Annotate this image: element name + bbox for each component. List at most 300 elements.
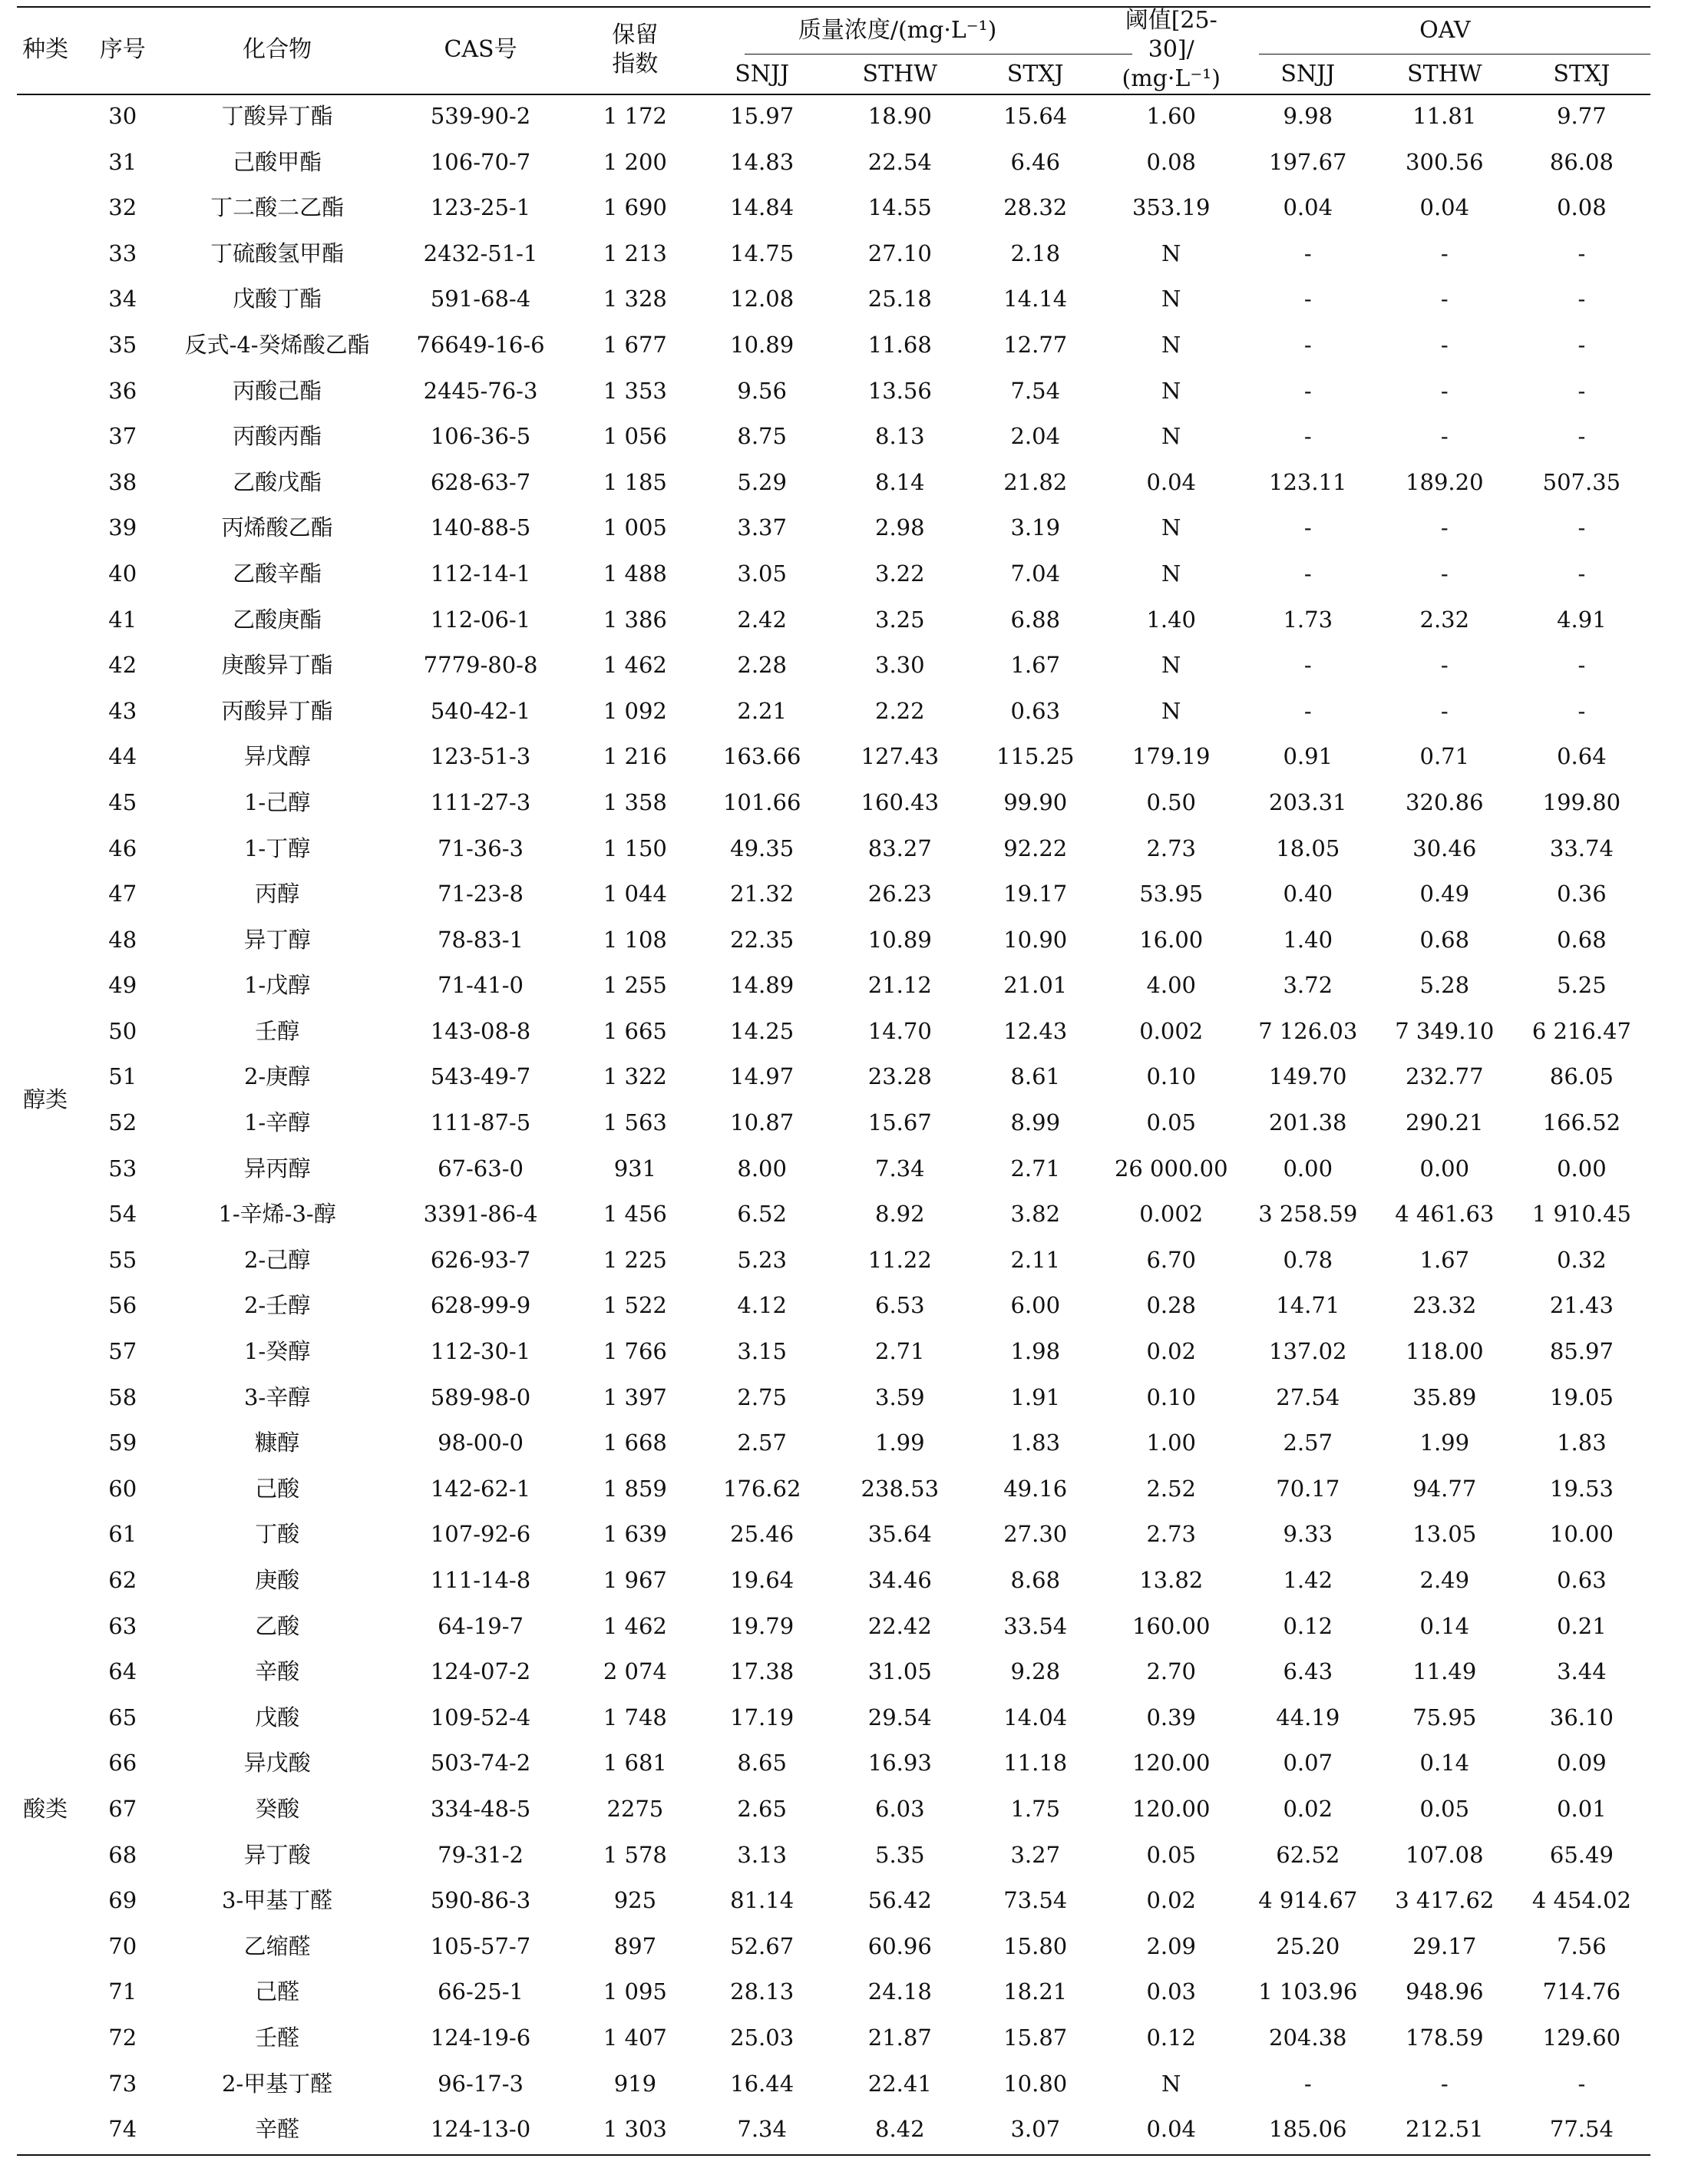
cell-conc-snjj: 163.66 (722, 743, 801, 770)
cell-compound: 2-己醇 (243, 1246, 311, 1273)
cell-conc-stxj: 99.90 (1003, 788, 1068, 815)
cell-index: 53 (108, 1155, 137, 1182)
cell-oav-sthw: 0.05 (1419, 1795, 1470, 1822)
cell-cas: 107-92-6 (430, 1521, 531, 1548)
cell-oav-snjj: 0.91 (1283, 743, 1333, 770)
cell-conc-sthw: 3.30 (875, 652, 925, 679)
cell-compound: 1-癸醇 (243, 1338, 311, 1365)
cell-oav-sthw: 1.67 (1419, 1246, 1470, 1273)
table-row (17, 1512, 1650, 1558)
cell-oav-sthw: 2.49 (1419, 1567, 1470, 1593)
cell-oav-snjj: - (1303, 2070, 1312, 2097)
cell-oav-snjj: 1.40 (1283, 926, 1333, 953)
cell-conc-snjj: 2.57 (737, 1430, 787, 1456)
cell-compound: 丙酸异丁酯 (221, 697, 333, 724)
cell-compound: 乙酸辛酯 (233, 560, 322, 587)
table-row (17, 551, 1650, 597)
cell-conc-snjj: 3.37 (737, 514, 787, 541)
cell-retention-index: 1 563 (603, 1109, 667, 1136)
cell-conc-sthw: 3.25 (875, 606, 925, 633)
header-category: 种类 (22, 36, 69, 63)
cell-compound: 2-甲基丁醛 (221, 2070, 333, 2097)
cell-cas: 590-86-3 (430, 1887, 531, 1914)
cell-oav-sthw: 30.46 (1412, 835, 1477, 861)
cell-compound: 乙酸 (255, 1612, 300, 1639)
cell-threshold: 0.10 (1146, 1383, 1197, 1410)
cell-oav-sthw: - (1440, 514, 1449, 541)
cell-conc-snjj: 5.29 (737, 468, 787, 495)
cell-compound: 壬醇 (255, 1017, 300, 1044)
cell-conc-snjj: 8.65 (737, 1750, 787, 1777)
cell-conc-sthw: 22.41 (867, 2070, 932, 2097)
cell-conc-snjj: 17.19 (730, 1704, 795, 1730)
cell-compound: 1-丁醇 (243, 835, 311, 861)
cell-conc-sthw: 29.54 (867, 1704, 932, 1730)
cell-index: 55 (108, 1246, 137, 1273)
cell-index: 35 (108, 331, 137, 358)
cell-cas: 626-93-7 (430, 1246, 531, 1273)
cell-oav-sthw: 2.32 (1419, 606, 1470, 633)
cell-oav-snjj: 1.42 (1283, 1567, 1333, 1593)
cell-retention-index: 897 (613, 1932, 657, 1959)
cell-compound: 2-壬醇 (243, 1292, 311, 1319)
cell-oav-stxj: 36.10 (1549, 1704, 1614, 1730)
cell-compound: 丙酸己酯 (233, 377, 322, 404)
cell-index: 61 (108, 1521, 137, 1548)
cell-oav-snjj: - (1303, 697, 1312, 724)
cell-oav-sthw: 4 461.63 (1395, 1201, 1495, 1228)
cell-conc-stxj: 9.28 (1010, 1658, 1061, 1685)
cell-oav-sthw: - (1440, 423, 1449, 450)
cell-conc-sthw: 6.03 (875, 1795, 925, 1822)
table-row (17, 460, 1650, 506)
cell-conc-snjj: 8.75 (737, 423, 787, 450)
header-sub-oav-snjj: SNJJ (1280, 61, 1336, 88)
cell-oav-sthw: 3 417.62 (1395, 1887, 1495, 1914)
cell-conc-sthw: 11.22 (867, 1246, 932, 1273)
cell-oav-stxj: - (1578, 286, 1586, 312)
cell-cas: 67-63-0 (438, 1155, 524, 1182)
cell-conc-snjj: 16.44 (730, 2070, 795, 2097)
cell-oav-snjj: 14.71 (1276, 1292, 1340, 1319)
cell-oav-stxj: 0.63 (1557, 1567, 1607, 1593)
cell-conc-sthw: 7.34 (875, 1155, 925, 1182)
cell-conc-stxj: 21.01 (1003, 972, 1068, 999)
cell-conc-sthw: 10.89 (867, 926, 932, 953)
cell-index: 64 (108, 1658, 137, 1685)
cell-retention-index: 1 216 (603, 743, 667, 770)
table-row (17, 2061, 1650, 2107)
cell-conc-stxj: 12.77 (1003, 331, 1068, 358)
cell-threshold: 0.28 (1146, 1292, 1197, 1319)
cell-threshold: 53.95 (1139, 881, 1204, 907)
cell-conc-sthw: 22.54 (867, 148, 932, 175)
cell-retention-index: 1 095 (603, 1978, 667, 2005)
cell-conc-sthw: 3.22 (875, 560, 925, 587)
cell-index: 56 (108, 1292, 137, 1319)
cell-conc-stxj: 14.04 (1003, 1704, 1068, 1730)
cell-oav-sthw: 178.59 (1406, 2024, 1484, 2051)
cell-conc-sthw: 2.71 (875, 1338, 925, 1365)
cell-conc-snjj: 28.13 (730, 1978, 795, 2005)
table-row (17, 1878, 1650, 1924)
cell-threshold: 179.19 (1132, 743, 1211, 770)
cell-conc-snjj: 14.84 (730, 194, 795, 221)
cell-conc-sthw: 160.43 (861, 788, 940, 815)
cell-threshold: 2.52 (1146, 1475, 1197, 1502)
cell-oav-sthw: 11.81 (1412, 103, 1477, 129)
cell-conc-stxj: 8.61 (1010, 1063, 1061, 1090)
cell-threshold: 0.39 (1146, 1704, 1197, 1730)
cell-oav-snjj: 0.07 (1283, 1750, 1333, 1777)
cell-oav-stxj: 33.74 (1549, 835, 1614, 861)
cell-oav-sthw: 0.49 (1419, 881, 1470, 907)
cell-oav-sthw: 1.99 (1419, 1430, 1470, 1456)
cell-oav-stxj: 129.60 (1542, 2024, 1621, 2051)
cell-index: 50 (108, 1017, 137, 1044)
cell-index: 70 (108, 1932, 137, 1959)
cell-index: 47 (108, 881, 137, 907)
cell-compound: 戊酸丁酯 (233, 286, 322, 312)
table-row (17, 734, 1650, 780)
header-sub-oav-stxj: STXJ (1553, 61, 1611, 88)
cell-oav-stxj: 19.05 (1549, 1383, 1614, 1410)
header-concentration-group: 质量浓度/(mg·L⁻¹) (798, 17, 997, 44)
cell-retention-index: 1 322 (603, 1063, 667, 1090)
cell-oav-sthw: 107.08 (1406, 1841, 1484, 1868)
cell-retention-index: 931 (613, 1155, 657, 1182)
cell-oav-stxj: - (1578, 423, 1586, 450)
cell-conc-sthw: 23.28 (867, 1063, 932, 1090)
cell-compound: 3-甲基丁醛 (221, 1887, 333, 1914)
cell-conc-stxj: 7.04 (1010, 560, 1061, 587)
cell-index: 44 (108, 743, 137, 770)
cell-retention-index: 1 108 (603, 926, 667, 953)
header-sub-conc-snjj: SNJJ (735, 61, 790, 88)
header-threshold-line2: (mg·L⁻¹) (1122, 65, 1221, 92)
cell-threshold: N (1161, 377, 1181, 404)
cell-conc-sthw: 8.13 (875, 423, 925, 450)
cell-conc-sthw: 22.42 (867, 1612, 932, 1639)
table-row (17, 597, 1650, 643)
cell-oav-snjj: 9.33 (1283, 1521, 1333, 1548)
cell-conc-stxj: 0.63 (1010, 697, 1061, 724)
cell-oav-sthw: - (1440, 286, 1449, 312)
cell-conc-sthw: 56.42 (867, 1887, 932, 1914)
cell-conc-sthw: 35.64 (867, 1521, 932, 1548)
cell-index: 48 (108, 926, 137, 953)
cell-oav-stxj: - (1578, 652, 1586, 679)
cell-conc-sthw: 13.56 (867, 377, 932, 404)
cell-oav-stxj: - (1578, 560, 1586, 587)
table-row (17, 1054, 1650, 1100)
cell-oav-stxj: 21.43 (1549, 1292, 1614, 1319)
table-body (17, 94, 1650, 2153)
cell-threshold: 0.02 (1146, 1887, 1197, 1914)
cell-retention-index: 1 200 (603, 148, 667, 175)
cell-conc-snjj: 7.34 (737, 2116, 787, 2143)
cell-conc-sthw: 6.53 (875, 1292, 925, 1319)
cell-conc-sthw: 31.05 (867, 1658, 932, 1685)
cell-threshold: 0.03 (1146, 1978, 1197, 2005)
cell-oav-sthw: 118.00 (1406, 1338, 1484, 1365)
cell-index: 32 (108, 194, 137, 221)
cell-conc-stxj: 27.30 (1003, 1521, 1068, 1548)
cell-oav-snjj: - (1303, 514, 1312, 541)
cell-threshold: 16.00 (1139, 926, 1204, 953)
cell-conc-snjj: 10.87 (730, 1109, 795, 1136)
cell-oav-stxj: - (1578, 377, 1586, 404)
cell-compound: 1-己醇 (243, 788, 311, 815)
cell-threshold: 2.73 (1146, 835, 1197, 861)
cell-cas: 111-27-3 (430, 788, 531, 815)
table-row (17, 2015, 1650, 2061)
cell-retention-index: 1 668 (603, 1430, 667, 1456)
cell-compound: 辛醛 (255, 2116, 300, 2143)
cell-compound: 丙酸丙酯 (233, 423, 322, 450)
cell-cas: 2432-51-1 (423, 240, 538, 266)
cell-conc-stxj: 15.64 (1003, 103, 1068, 129)
cell-oav-stxj: 1 910.45 (1531, 1201, 1631, 1228)
cell-conc-snjj: 14.75 (730, 240, 795, 266)
cell-cas: 112-14-1 (430, 560, 531, 587)
cell-oav-snjj: 9.98 (1283, 103, 1333, 129)
header-compound: 化合物 (243, 36, 312, 63)
cell-threshold: 2.73 (1146, 1521, 1197, 1548)
cell-conc-snjj: 2.42 (737, 606, 787, 633)
cell-cas: 112-30-1 (430, 1338, 531, 1365)
cell-cas: 111-87-5 (430, 1109, 531, 1136)
table-row (17, 369, 1650, 415)
cell-oav-sthw: 0.14 (1419, 1612, 1470, 1639)
cell-conc-snjj: 2.65 (737, 1795, 787, 1822)
table-row (17, 231, 1650, 277)
cell-oav-snjj: 0.78 (1283, 1246, 1333, 1273)
cell-oav-sthw: 0.04 (1419, 194, 1470, 221)
cell-conc-snjj: 19.79 (730, 1612, 795, 1639)
cell-cas: 96-17-3 (438, 2070, 524, 2097)
cell-index: 40 (108, 560, 137, 587)
cell-retention-index: 1 766 (603, 1338, 667, 1365)
cell-threshold: N (1161, 560, 1181, 587)
cell-threshold: 13.82 (1139, 1567, 1204, 1593)
table-row (17, 1833, 1650, 1879)
cell-oav-snjj: 0.00 (1283, 1155, 1333, 1182)
cell-cas: 334-48-5 (430, 1795, 531, 1822)
cell-oav-sthw: - (1440, 377, 1449, 404)
cell-conc-sthw: 238.53 (861, 1475, 940, 1502)
cell-retention-index: 1 681 (603, 1750, 667, 1777)
cell-oav-sthw: 13.05 (1412, 1521, 1477, 1548)
cell-conc-snjj: 2.28 (737, 652, 787, 679)
cell-compound: 丁硫酸氢甲酯 (210, 240, 345, 266)
cell-conc-snjj: 49.35 (730, 835, 795, 861)
cell-index: 63 (108, 1612, 137, 1639)
cell-conc-sthw: 24.18 (867, 1978, 932, 2005)
cell-oav-sthw: 300.56 (1406, 148, 1484, 175)
cell-conc-sthw: 34.46 (867, 1567, 932, 1593)
cell-conc-sthw: 2.22 (875, 697, 925, 724)
cell-conc-stxj: 8.68 (1010, 1567, 1061, 1593)
cell-threshold: N (1161, 240, 1181, 266)
cell-retention-index: 1 255 (603, 972, 667, 999)
cell-conc-sthw: 8.14 (875, 468, 925, 495)
cell-index: 68 (108, 1841, 137, 1868)
cell-oav-stxj: 199.80 (1542, 788, 1621, 815)
cell-index: 62 (108, 1567, 137, 1593)
cell-cas: 76649-16-6 (416, 331, 545, 358)
cell-oav-sthw: 0.68 (1419, 926, 1470, 953)
table-row (17, 1283, 1650, 1329)
cell-threshold: 4.00 (1146, 972, 1197, 999)
cell-conc-snjj: 25.46 (730, 1521, 795, 1548)
cell-oav-stxj: 0.08 (1557, 194, 1607, 221)
cell-oav-stxj: - (1578, 331, 1586, 358)
table-row (17, 322, 1650, 369)
cell-conc-sthw: 14.55 (867, 194, 932, 221)
cell-oav-snjj: 2.57 (1283, 1430, 1333, 1456)
cell-compound: 壬醛 (255, 2024, 300, 2051)
cell-threshold: N (1161, 514, 1181, 541)
cell-index: 45 (108, 788, 137, 815)
cell-conc-stxj: 115.25 (996, 743, 1075, 770)
cell-retention-index: 1 639 (603, 1521, 667, 1548)
cell-conc-sthw: 5.35 (875, 1841, 925, 1868)
cell-retention-index: 1 185 (603, 468, 667, 495)
cell-cas: 539-90-2 (430, 103, 531, 129)
cell-threshold: N (1161, 286, 1181, 312)
cell-conc-snjj: 5.23 (737, 1246, 787, 1273)
table-row (17, 1238, 1650, 1284)
cell-threshold: 160.00 (1132, 1612, 1211, 1639)
cell-conc-stxj: 14.14 (1003, 286, 1068, 312)
cell-oav-stxj: 9.77 (1557, 103, 1607, 129)
table-row (17, 1604, 1650, 1650)
cell-retention-index: 1 044 (603, 881, 667, 907)
cell-oav-sthw: - (1440, 240, 1449, 266)
cell-conc-snjj: 25.03 (730, 2024, 795, 2051)
table-row (17, 871, 1650, 917)
cell-threshold: 0.002 (1139, 1017, 1204, 1044)
cell-retention-index: 1 172 (603, 103, 667, 129)
header-sub-conc-sthw: STHW (862, 61, 938, 88)
compound-table (17, 6, 1650, 2153)
cell-retention-index: 1 859 (603, 1475, 667, 1502)
cell-oav-stxj: 86.05 (1549, 1063, 1614, 1090)
header-threshold (1103, 6, 1240, 94)
header-sub-conc-stxj: STXJ (1006, 61, 1064, 88)
cell-oav-stxj: 10.00 (1549, 1521, 1614, 1548)
cell-retention-index: 1 967 (603, 1567, 667, 1593)
category-cell (17, 94, 74, 734)
cell-oav-snjj: 0.12 (1283, 1612, 1333, 1639)
cell-cas: 109-52-4 (430, 1704, 531, 1730)
cell-conc-stxj: 1.98 (1010, 1338, 1061, 1365)
table-row (17, 1466, 1650, 1512)
cell-compound: 1-戊醇 (243, 972, 311, 999)
cell-index: 72 (108, 2024, 137, 2051)
cell-threshold: 1.00 (1146, 1430, 1197, 1456)
cell-retention-index: 1 303 (603, 2116, 667, 2143)
cell-oav-stxj: 0.32 (1557, 1246, 1607, 1273)
cell-oav-snjj: 3 258.59 (1258, 1201, 1358, 1228)
cell-compound: 异戊醇 (243, 743, 311, 770)
cell-cas: 540-42-1 (430, 697, 531, 724)
cell-compound: 异戊酸 (243, 1750, 311, 1777)
cell-threshold: N (1161, 652, 1181, 679)
cell-index: 41 (108, 606, 137, 633)
cell-conc-stxj: 2.11 (1010, 1246, 1061, 1273)
cell-cas: 105-57-7 (430, 1932, 531, 1959)
cell-conc-sthw: 18.90 (867, 103, 932, 129)
cell-compound: 己酸甲酯 (233, 148, 322, 175)
cell-oav-stxj: - (1578, 240, 1586, 266)
cell-index: 66 (108, 1750, 137, 1777)
cell-threshold: 1.40 (1146, 606, 1197, 633)
cell-conc-stxj: 28.32 (1003, 194, 1068, 221)
cell-conc-sthw: 16.93 (867, 1750, 932, 1777)
cell-index: 73 (108, 2070, 137, 2097)
cell-oav-stxj: 19.53 (1549, 1475, 1614, 1502)
table-row (17, 1787, 1650, 1833)
table-row (17, 1192, 1650, 1238)
cell-oav-snjj: 4 914.67 (1258, 1887, 1358, 1914)
cell-conc-snjj: 6.52 (737, 1201, 787, 1228)
cell-compound: 丁二酸二乙酯 (210, 194, 345, 221)
cell-conc-snjj: 10.89 (730, 331, 795, 358)
cell-retention-index: 925 (613, 1887, 657, 1914)
cell-cas: 98-00-0 (438, 1430, 524, 1456)
cell-conc-stxj: 15.80 (1003, 1932, 1068, 1959)
cell-index: 39 (108, 514, 137, 541)
cell-compound: 辛酸 (255, 1658, 300, 1685)
header-sub-oav-sthw: STHW (1407, 61, 1482, 88)
cell-conc-sthw: 11.68 (867, 331, 932, 358)
cell-index: 65 (108, 1704, 137, 1730)
cell-retention-index: 1 225 (603, 1246, 667, 1273)
cell-cas: 140-88-5 (430, 514, 531, 541)
cell-index: 69 (108, 1887, 137, 1914)
cell-cas: 71-23-8 (438, 881, 524, 907)
cell-conc-snjj: 3.15 (737, 1338, 787, 1365)
cell-conc-sthw: 27.10 (867, 240, 932, 266)
cell-cas: 124-19-6 (430, 2024, 531, 2051)
cell-cas: 7779-80-8 (423, 652, 538, 679)
cell-oav-sthw: - (1440, 331, 1449, 358)
cell-oav-snjj: - (1303, 560, 1312, 587)
cell-oav-stxj: 4 454.02 (1531, 1887, 1631, 1914)
header-index: 序号 (99, 36, 146, 63)
cell-conc-snjj: 52.67 (730, 1932, 795, 1959)
cell-oav-sthw: 189.20 (1406, 468, 1484, 495)
cell-index: 51 (108, 1063, 137, 1090)
cell-conc-sthw: 14.70 (867, 1017, 932, 1044)
table-row (17, 414, 1650, 460)
cell-conc-sthw: 8.42 (875, 2116, 925, 2143)
cell-oav-snjj: - (1303, 377, 1312, 404)
cell-conc-snjj: 14.25 (730, 1017, 795, 1044)
cell-compound: 庚酸异丁酯 (221, 652, 333, 679)
cell-threshold: 0.50 (1146, 788, 1197, 815)
cell-compound: 乙酸庚酯 (233, 606, 322, 633)
table-row (17, 1329, 1650, 1375)
cell-index: 31 (108, 148, 137, 175)
cell-retention-index: 1 690 (603, 194, 667, 221)
cell-oav-stxj: 65.49 (1549, 1841, 1614, 1868)
cell-oav-snjj: 25.20 (1276, 1932, 1340, 1959)
cell-index: 43 (108, 697, 137, 724)
cell-compound: 己酸 (255, 1475, 300, 1502)
